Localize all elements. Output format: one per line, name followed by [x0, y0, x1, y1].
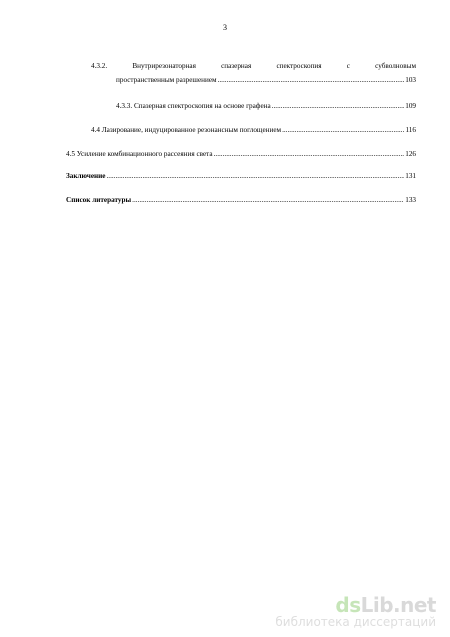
toc-entry-conclusion[interactable]	[66, 172, 416, 181]
toc-entry-label: Список литературы	[66, 196, 132, 204]
watermark[interactable]	[275, 595, 436, 629]
toc-entry-page: 126	[405, 150, 416, 158]
toc-entry-label: Заключение	[66, 172, 106, 180]
toc-entry-page: 133	[405, 196, 416, 204]
toc-entry-4-3-3[interactable]	[116, 102, 416, 111]
toc-word: спазерная	[221, 62, 252, 70]
toc-word: с	[346, 62, 350, 70]
toc-entry-4-3-2[interactable]	[91, 62, 416, 85]
toc-entry-label: 4.3.3. Спазерная спектроскопия на основе графена	[116, 102, 271, 110]
toc-entry-page: 103	[405, 76, 416, 84]
toc-leader-dots	[107, 172, 405, 181]
watermark-caption: библиотека диссертаций	[275, 615, 436, 629]
toc-word: 4.3.2.	[91, 62, 108, 70]
toc-entry-second-line	[116, 76, 416, 85]
toc-entry-references[interactable]	[66, 196, 416, 205]
toc-leader-dots	[132, 196, 404, 205]
toc-entry-4-5[interactable]	[66, 150, 416, 159]
toc-leader-dots	[272, 102, 405, 111]
toc-entry-label: пространственным разрешением	[116, 76, 217, 84]
page-number: 3	[223, 23, 227, 32]
watermark-logo-prefix: ds	[335, 593, 361, 617]
toc-entry-page: 131	[405, 172, 416, 180]
watermark-logo	[275, 595, 436, 615]
toc-entry-page: 116	[405, 126, 416, 134]
toc-entry-label: 4.4 Лазирование, индуцированное резонансным поглощением	[91, 126, 282, 134]
toc-entry-4-4[interactable]	[91, 126, 416, 135]
toc-entry-label: 4.5 Усиление комбинационного рассеяния света	[66, 150, 213, 158]
toc-entry-page: 109	[405, 102, 416, 110]
toc-leader-dots	[282, 126, 404, 135]
watermark-logo-main: Lib.net	[360, 593, 436, 617]
toc-word: Внутрирезонаторная	[132, 62, 196, 70]
toc-entry-first-line	[91, 62, 416, 71]
toc-word: субволновым	[375, 62, 416, 70]
toc-leader-dots	[214, 150, 405, 159]
toc-word: спектроскопия	[276, 62, 322, 70]
toc-leader-dots	[218, 76, 405, 85]
